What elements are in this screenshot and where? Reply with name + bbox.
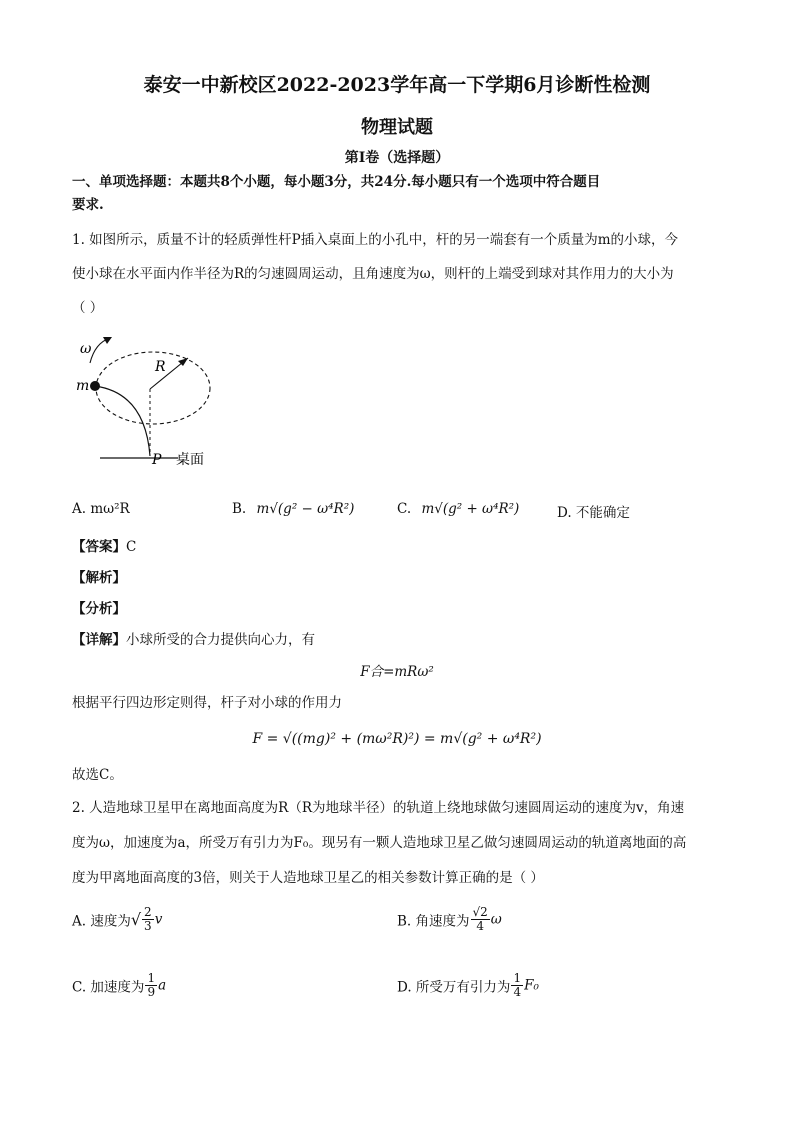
pivot-label: P (152, 452, 162, 468)
answer-value: C (126, 539, 137, 555)
q1-option-d: D. 不能确定 (557, 505, 630, 521)
formula-centripetal: F合=mRω² (360, 664, 434, 680)
exam-subtitle: 物理试题 (361, 117, 433, 138)
q2-line1: 2. 人造地球卫星甲在离地面高度为R（R为地球半径）的轨道上绕地球做匀速圆周运动的速度为v，角速 (72, 800, 685, 816)
part1-heading-line1: 一、单项选择题：本题共8个小题，每小题3分，共24分.每小题只有一个选项中符合题目 (72, 174, 601, 190)
q2-option-d: D. 所受万有引力为 $\frac{1}{4}$ F₀ (397, 971, 539, 999)
mass-label: m (76, 378, 90, 394)
q2-option-b: B. 角速度为 $\frac{√2}{4}$ ω (397, 905, 502, 933)
q1-option-b-prefix: B. (232, 501, 247, 517)
analysis-label: 【解析】 (72, 570, 126, 586)
q1-option-c-expr: m√(g² + ω⁴R²) (421, 501, 520, 517)
q1-option-b (232, 501, 354, 517)
q2-line2: 度为ω，加速度为a，所受万有引力为F₀。现另有一颗人造地球卫星乙做匀速圆周运动的轨道离地面的高 (72, 835, 687, 851)
detail-text: 小球所受的合力提供向心力，有 (126, 632, 315, 648)
q1-conclusion: 故选C。 (72, 767, 123, 783)
q2-option-a-fraction: $\frac{2}{3}$ (144, 905, 152, 933)
q2-option-a: A. 速度为√ $\frac{2}{3}$ v (72, 905, 163, 933)
q1-line1: 1. 如图所示，质量不计的轻质弹性杆P插入桌面上的小孔中，杆的另一端套有一个质量为m的小球，今 (72, 232, 679, 248)
q1-line3: （ ） (72, 300, 104, 316)
answer-label: 【答案】 (72, 539, 126, 555)
detail-row (72, 630, 315, 650)
part1-heading-line2: 要求. (72, 197, 104, 213)
ball (90, 381, 100, 391)
section-heading: 第Ⅰ卷（选择题） (344, 150, 450, 166)
radius-label: R (155, 359, 166, 375)
omega-label: ω (80, 341, 92, 357)
q1-answer-row (72, 537, 136, 557)
q1-option-c-prefix: C. (397, 501, 412, 517)
q2-option-c: C. 加速度为 $\frac{1}{9}$ a (72, 971, 167, 999)
q1-option-b-expr: m√(g² − ω⁴R²) (256, 501, 355, 517)
detail-label: 【详解】 (72, 632, 126, 648)
parallelogram-rule-text: 根据平行四边形定则得，杆子对小球的作用力 (72, 695, 342, 711)
q2-option-d-fraction: $\frac{1}{4}$ (513, 971, 522, 999)
rod-curve (95, 386, 150, 456)
desk-label: 桌面 (176, 452, 204, 468)
formula-rod-force: F = √((mg)² + (mω²R)²) = m√(g² + ω⁴R²) (252, 731, 542, 747)
q2-line3: 度为甲离地面高度的3倍，则关于人造地球卫星乙的相关参数计算正确的是（ ） (72, 870, 544, 886)
q2-option-b-fraction: $\frac{√2}{4}$ (472, 905, 488, 933)
q2-option-c-fraction: $\frac{1}{9}$ (147, 971, 156, 999)
q1-figure (70, 328, 230, 473)
orbit-ellipse (96, 352, 210, 424)
q1-option-c (397, 501, 519, 517)
fenxi-label: 【分析】 (72, 601, 126, 617)
exam-title: 泰安一中新校区2022-2023学年高一下学期6月诊断性检测 (143, 74, 651, 96)
q1-option-a: A. mω²R (72, 501, 130, 517)
q1-line2: 使小球在水平面内作半径为R的匀速圆周运动，且角速度为ω，则杆的上端受到球对其作用力的大小为 (72, 266, 674, 282)
